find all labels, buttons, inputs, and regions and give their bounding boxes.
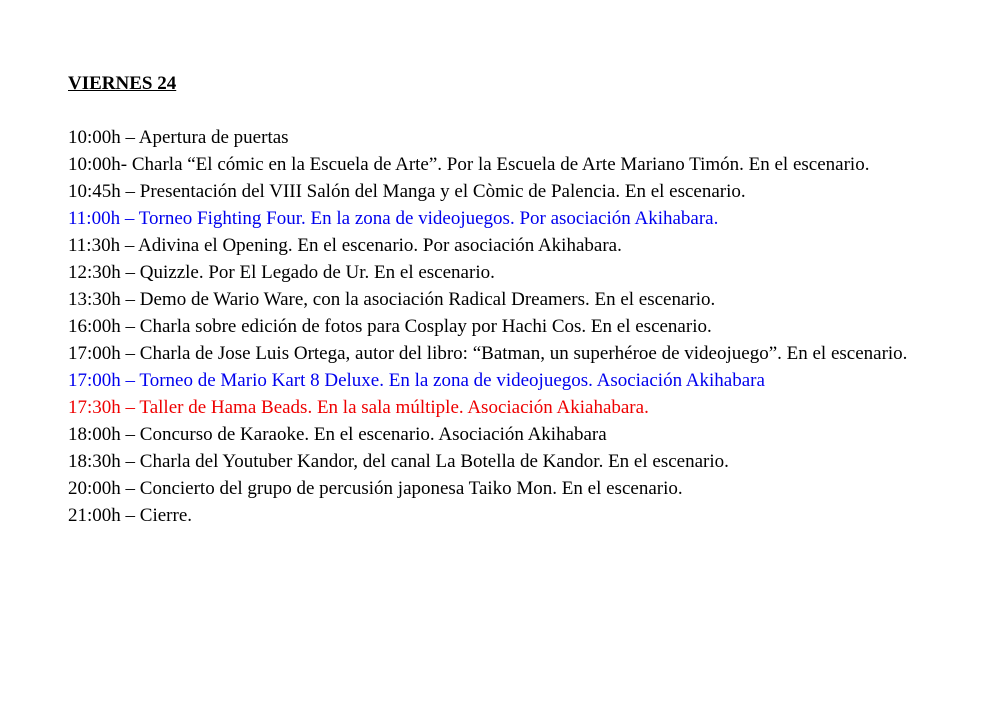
schedule-entry-15: 21:00h – Cierre. xyxy=(68,505,193,526)
schedule-entry-2: 10:00h- Charla “El cómic en la Escuela de Arte”. Por la Escuela de Arte Mariano Timón. En el escenario. xyxy=(68,154,870,175)
schedule-entry-14: 20:00h – Concierto del grupo de percusión japonesa Taiko Mon. En el escenario. xyxy=(68,478,683,499)
schedule-entry-5: 11:30h – Adivina el Opening. En el escenario. Por asociación Akihabara. xyxy=(68,235,622,256)
schedule-entry-8: 16:00h – Charla sobre edición de fotos para Cosplay por Hachi Cos. En el escenario. xyxy=(68,316,712,337)
schedule-entry-1: 10:00h – Apertura de puertas xyxy=(68,127,289,148)
schedule-entry-10: 17:00h – Torneo de Mario Kart 8 Deluxe. En la zona de videojuegos. Asociación Akihabara xyxy=(68,370,765,391)
schedule-entry-3: 10:45h – Presentación del VIII Salón del Manga y el Còmic de Palencia. En el escenario. xyxy=(68,181,746,202)
day-heading: VIERNES 24 xyxy=(68,73,177,94)
schedule-entry-12: 18:00h – Concurso de Karaoke. En el escenario. Asociación Akihabara xyxy=(68,424,607,445)
schedule-document xyxy=(68,70,968,529)
schedule-entry-11: 17:30h – Taller de Hama Beads. En la sala múltiple. Asociación Akiahabara. xyxy=(68,397,649,418)
schedule-entry-13: 18:30h – Charla del Youtuber Kandor, del canal La Botella de Kandor. En el escenario. xyxy=(68,451,729,472)
schedule-entry-6: 12:30h – Quizzle. Por El Legado de Ur. En el escenario. xyxy=(68,262,495,283)
heading-spacer xyxy=(68,97,968,124)
schedule-entry-9: 17:00h – Charla de Jose Luis Ortega, autor del libro: “Batman, un superhéroe de videojuego”. En el escenario. xyxy=(68,343,908,364)
schedule-entry-4: 11:00h – Torneo Fighting Four. En la zona de videojuegos. Por asociación Akihabara. xyxy=(68,208,719,229)
schedule-entry-7: 13:30h – Demo de Wario Ware, con la asociación Radical Dreamers. En el escenario. xyxy=(68,289,716,310)
